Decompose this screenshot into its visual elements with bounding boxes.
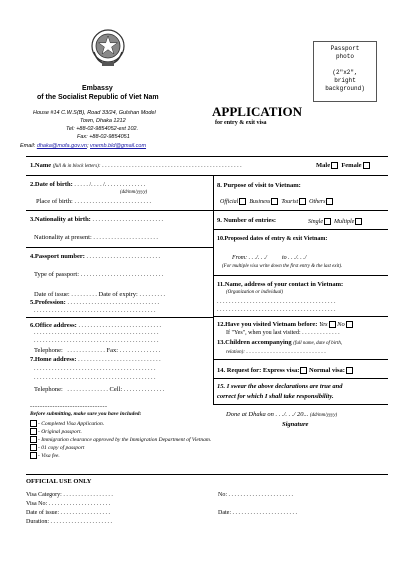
male-label: Male — [316, 162, 331, 169]
express-visa-checkbox[interactable] — [300, 367, 307, 374]
purpose-others-label: Others — [309, 198, 326, 205]
contact-field-2[interactable]: . . . . . . . . . . . . . . . . . . . . . . . . . . . . . . . . . . . . . . . . — [217, 307, 336, 313]
done-at-hint: (dd/mm/yyyy) — [309, 413, 338, 418]
nationality-present-field[interactable]: . . . . . . . . . . . . . . . . . . . . . . — [93, 235, 158, 241]
embassy-email: Email: dhaka@mofa.gov.vn; vnemb.bld@gmail.com — [20, 143, 147, 149]
office-address-field-3[interactable]: . . . . . . . . . . . . . . . . . . . . . . . . . . . . . . . . . . . . . . . . . . — [34, 338, 159, 344]
proposed-dates-label: 10.Proposed dates of entry & exit Vietnam: — [217, 236, 328, 242]
embassy-title: Embassy — [82, 85, 113, 92]
if-yes-label: If "Yes", when you last visited: — [226, 330, 301, 336]
home-telephone-field[interactable]: . . . . . . . . . . . . . . — [64, 387, 108, 393]
application-subtitle: for entry & exit visa — [215, 120, 267, 126]
email-link-2[interactable]: vnemb.bld@gmail.com — [90, 143, 147, 149]
female-checkbox[interactable] — [363, 162, 370, 169]
checklist-checkbox-3[interactable] — [30, 436, 37, 443]
children-field[interactable]: . . . . . . . . . . . . . . . . . . . . . . . . . . . — [246, 349, 326, 355]
home-address-field[interactable]: . . . . . . . . . . . . . . . . . . . . . . . . . . . . — [78, 357, 161, 363]
checklist-item-2: - Original passport. — [38, 428, 82, 435]
contact-field-1[interactable]: . . . . . . . . . . . . . . . . . . . . . . . . . . . . . . . . . . . . . . . . — [217, 299, 336, 305]
passport-photo-box — [313, 41, 377, 102]
official-use-title: OFFICIAL USE ONLY — [26, 478, 92, 485]
children-hint-2: relation): — [226, 350, 245, 355]
checklist-checkbox-2[interactable] — [30, 428, 37, 435]
nationality-present-label: Nationality at present: — [34, 234, 92, 241]
office-telephone-label: Telephone: — [34, 347, 63, 354]
profession-field[interactable]: . . . . . . . . . . . . . . . . . . . . . . . . . . . . . . . — [67, 300, 159, 306]
dob-hint: (dd/mm/yyyy) — [120, 190, 148, 195]
entries-multiple-label: Multiple — [334, 218, 355, 225]
duration-label: Duration: — [26, 519, 49, 525]
visa-no-field[interactable]: . . . . . . . . . . . . . . . . . . . . . — [48, 501, 111, 507]
home-address-field-2[interactable]: . . . . . . . . . . . . . . . . . . . . . . . . . . . . . . . . . . . . . . . . . — [34, 366, 156, 372]
visa-category-label: Visa Category: — [26, 492, 62, 498]
dates-hint: (For multiple visa write down the first entry & the last exit). — [222, 264, 343, 269]
entries-single-checkbox[interactable] — [324, 218, 331, 225]
visa-category-field[interactable]: . . . . . . . . . . . . . . . . . — [63, 492, 113, 498]
purpose-business-checkbox[interactable] — [271, 198, 278, 205]
date-from-field[interactable]: From: . . ./. . ./ — [232, 255, 267, 261]
visited-yes-label: Yes — [319, 321, 328, 328]
office-address-field-2[interactable]: . . . . . . . . . . . . . . . . . . . . . . . . . . . . . . . . . . . . . . . . . . — [34, 330, 159, 336]
contact-label: 11.Name, address of your contact in Vietnam: — [217, 281, 344, 288]
embassy-emblem-icon — [88, 24, 128, 70]
date-to-field[interactable]: to . . ./. . ./ — [281, 255, 307, 261]
checklist-checkbox-4[interactable] — [30, 444, 37, 451]
purpose-official-checkbox[interactable] — [239, 198, 246, 205]
pob-field[interactable]: . . . . . . . . . . . . . . . . . . . . . . . . . . — [74, 199, 151, 205]
name-label: 1.Name — [30, 162, 52, 169]
photo-text-5: bright — [334, 77, 356, 84]
office-address-label: 6.Office address: — [30, 322, 77, 329]
issue-date-label: Date of issue: — [34, 291, 70, 298]
passport-number-field[interactable]: . . . . . . . . . . . . . . . . . . . . . . . . . — [86, 254, 161, 260]
request-label: 14. Request for: Express visa: — [217, 367, 300, 374]
checklist-checkbox-1[interactable] — [30, 420, 37, 427]
cell-label: Cell: — [109, 386, 123, 393]
purpose-label: 8. Purpose of visit to Vietnam: — [217, 182, 301, 189]
visited-label: 12.Have you visited Vietnam before: — [217, 321, 318, 328]
entries-single-label: Single — [308, 218, 323, 225]
profession-label: 5.Profession: — [30, 299, 66, 306]
done-at-field[interactable]: Done at Dhaka on . . ./. . ./ 20... — [226, 411, 309, 418]
email-link-1[interactable]: dhaka@mofa.gov.vn — [36, 143, 87, 149]
entries-label: 9. Number of entries: — [217, 217, 277, 224]
entries-multiple-checkbox[interactable] — [355, 218, 362, 225]
official-issue-date-label: Date of issue: — [26, 510, 59, 516]
visited-no-checkbox[interactable] — [346, 321, 353, 328]
photo-text-2: photo — [335, 53, 354, 60]
nationality-birth-field[interactable]: . . . . . . . . . . . . . . . . . . . . . . . . — [92, 217, 163, 223]
passport-type-label: Type of passport: — [34, 271, 80, 278]
normal-visa-checkbox[interactable] — [346, 367, 353, 374]
cell-field[interactable]: . . . . . . . . . . . . . . — [123, 387, 165, 393]
checklist-item-1: - Completed Visa Application. — [38, 420, 105, 427]
official-no-label: No: — [218, 492, 227, 498]
dob-field[interactable]: . . . . . /. . . . /. . . . . . . . . . . . . . — [74, 182, 146, 188]
checklist-item-5: - Visa fee. — [38, 452, 60, 459]
official-date-field[interactable]: . . . . . . . . . . . . . . . . . . . . . . — [232, 510, 297, 516]
female-label: Female — [341, 162, 362, 169]
last-visit-field[interactable]: . . . . . . . . . . . . . — [302, 330, 340, 336]
purpose-others-checkbox[interactable] — [326, 198, 333, 205]
declaration-line-1: 15. I swear the above declarations are true and — [217, 383, 343, 390]
children-label: 13.Children accompanying — [217, 339, 292, 346]
embassy-country: of the Socialist Republic of Viet Nam — [37, 94, 159, 101]
home-telephone-label: Telephone: — [34, 386, 63, 393]
checklist-checkbox-5[interactable] — [30, 452, 37, 459]
embassy-fax: Fax: +88-02-9854051 — [77, 134, 130, 140]
passport-type-field[interactable]: . . . . . . . . . . . . . . . . . . . . . . . . . . . . — [80, 272, 164, 278]
male-checkbox[interactable] — [331, 162, 338, 169]
official-issue-date-field[interactable]: . . . . . . . . . . . . . . . . . — [60, 510, 110, 516]
official-no-field[interactable]: . . . . . . . . . . . . . . . . . . . . . . — [228, 492, 293, 498]
embassy-tel: Tel: +88-02-9854052-ext 102. — [66, 126, 139, 132]
name-hint: (full & in block letters): — [52, 164, 101, 169]
photo-text-3 — [314, 61, 376, 69]
photo-text-6: background) — [325, 85, 365, 92]
email-label: Email: — [20, 143, 36, 149]
duration-field[interactable]: . . . . . . . . . . . . . . . . . . . . . — [50, 519, 112, 525]
visited-no-label: No — [337, 321, 345, 328]
expiry-date-label: Date of expiry: — [98, 291, 138, 298]
nationality-birth-label: 3.Nationality at birth: — [30, 216, 91, 223]
application-title: APPLICATION — [212, 104, 303, 119]
embassy-address-2: Town, Dhaka 1212 — [80, 118, 126, 124]
checklist-item-4: - 01 copy of passport — [38, 444, 85, 451]
profession-field-2[interactable]: . . . . . . . . . . . . . . . . . . . . . . . . . . . . . . . . . . . . . . . . . — [34, 308, 156, 314]
children-hint: (full name, date of birth, — [293, 341, 343, 346]
purpose-official-label: Official — [220, 198, 239, 205]
office-telephone-field[interactable]: . . . . . . . . . . . . . — [64, 348, 105, 354]
purpose-tourist-label: Tourist — [281, 198, 299, 205]
declaration-line-2: correct for which I shall take responsibility. — [217, 393, 334, 400]
contact-hint: (Organization or individual) — [226, 290, 284, 295]
issue-date-field[interactable]: . . . . . . . . . — [71, 292, 97, 298]
purpose-tourist-checkbox[interactable] — [299, 198, 306, 205]
home-address-label: 7.Home address: — [30, 356, 77, 363]
name-row[interactable]: 1.Name (full & in block letters): . . . . . . . . . . . . . . . . . . . . . . . . . . . . . . . . . . . . . . . . . . . . . . . — [30, 162, 242, 169]
dob-label: 2.Date of birth: — [30, 181, 73, 188]
photo-text-4: (2"x2", — [332, 69, 358, 76]
visa-no-label: Visa No: — [26, 501, 48, 507]
signature-label: Signature — [282, 421, 309, 428]
embassy-address-1: House #14 C.W.S(B), Road 33/24, Gulshan Model — [33, 110, 156, 116]
purpose-business-label: Business — [249, 198, 271, 205]
normal-visa-label: Normal visa: — [309, 367, 345, 374]
photo-text-1: Passport — [330, 45, 360, 52]
pob-label: Place of birth: — [36, 198, 73, 205]
expiry-date-field[interactable]: . . . . . . . . . — [139, 292, 165, 298]
home-address-field-3[interactable]: . . . . . . . . . . . . . . . . . . . . . . . . . . . . . . . . . . . . . . . . . — [34, 375, 156, 381]
official-date-label: Date: — [218, 510, 231, 516]
passport-number-label: 4.Passport number: — [30, 253, 85, 260]
office-address-field[interactable]: . . . . . . . . . . . . . . . . . . . . . . . . . . . . — [78, 323, 161, 329]
checklist-item-3: - Immigration clearance approved by the Immigration Department of Vietnam. — [38, 436, 212, 443]
office-fax-label: Fax: — [106, 347, 119, 354]
visited-yes-checkbox[interactable] — [329, 321, 336, 328]
office-fax-field[interactable]: . . . . . . . . . . . . . . — [119, 348, 161, 354]
checklist-title: Before submitting, make sure you have included: — [30, 411, 142, 417]
